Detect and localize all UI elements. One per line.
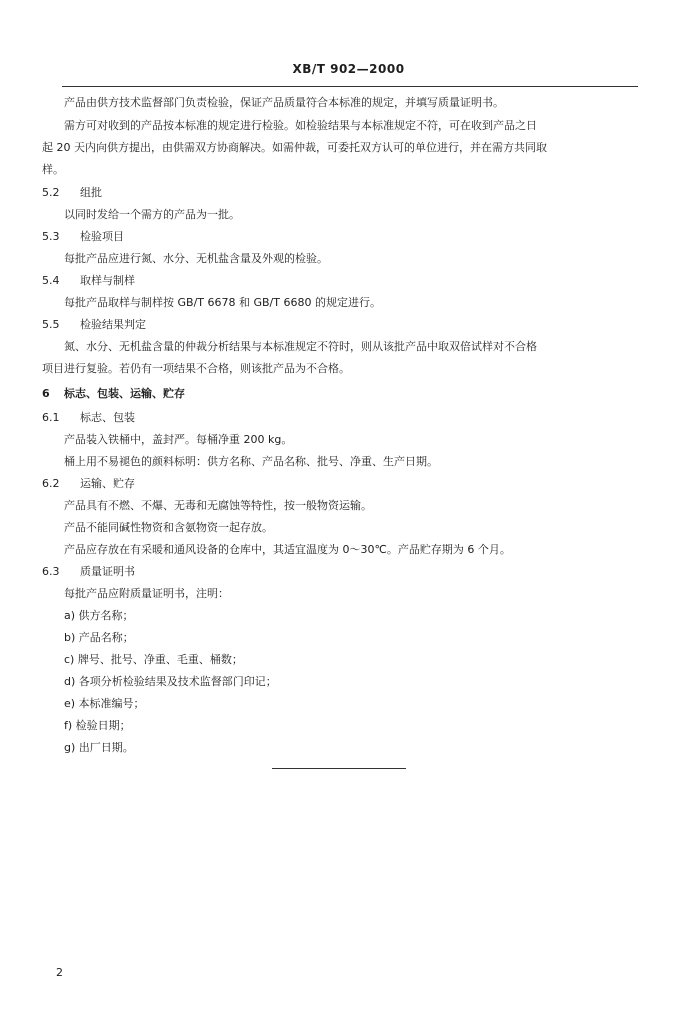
section-number: 5.4 <box>42 274 60 287</box>
section-5-5-body-line-1: 氮、水分、无机盐含量的仲裁分析结果与本标准规定不符时，则从该批产品中取双倍试样对不合格 <box>64 340 537 353</box>
section-5-3-heading <box>42 229 124 245</box>
section-6-2-line-1: 产品具有不燃、不爆、无毒和无腐蚀等特性，按一般物资运输。 <box>64 499 372 512</box>
section-5-2-heading <box>42 185 102 201</box>
section-title: 取样与制样 <box>80 274 135 287</box>
list-item: e) 本标准编号； <box>64 697 145 710</box>
section-title: 质量证明书 <box>80 565 135 578</box>
list-item: g) 出厂日期。 <box>64 741 134 754</box>
section-5-4-body: 每批产品取样与制样按 GB/T 6678 和 GB/T 6680 的规定进行。 <box>64 296 381 309</box>
page-number: 2 <box>56 966 63 979</box>
list-item: a) 供方名称； <box>64 609 134 622</box>
section-title: 标志、包装、运输、贮存 <box>64 387 185 400</box>
section-6-1-line-2: 桶上用不易褪色的颜料标明：供方名称、产品名称、批号、净重、生产日期。 <box>64 455 438 468</box>
section-6-2-line-3: 产品应存放在有采暖和通风设备的仓库中，其适宜温度为 0～30℃。产品贮存期为 6 个月。 <box>64 543 511 556</box>
section-5-4-heading <box>42 273 135 289</box>
section-number: 5.2 <box>42 186 60 199</box>
list-item: d) 各项分析检验结果及技术监督部门印记； <box>64 675 277 688</box>
section-number: 6 <box>42 387 50 400</box>
section-title: 运输、贮存 <box>80 477 135 490</box>
section-6-2-line-2: 产品不能同碱性物资和含氨物资一起存放。 <box>64 521 273 534</box>
section-title: 组批 <box>80 186 102 199</box>
paragraph-2-line-3: 样。 <box>42 163 64 176</box>
section-number: 6.1 <box>42 411 60 424</box>
section-6-heading <box>42 386 185 402</box>
paragraph-1: 产品由供方技术监督部门负责检验，保证产品质量符合本标准的规定，并填写质量证明书。 <box>64 96 504 109</box>
section-5-5-body-line-2: 项目进行复验。若仍有一项结果不合格，则该批产品为不合格。 <box>42 362 350 375</box>
list-item: c) 牌号、批号、净重、毛重、桶数； <box>64 653 243 666</box>
list-item: f) 检验日期； <box>64 719 131 732</box>
section-5-2-body: 以同时发给一个需方的产品为一批。 <box>64 208 240 221</box>
section-title: 检验项目 <box>80 230 124 243</box>
paragraph-2-line-1: 需方可对收到的产品按本标准的规定进行检验。如检验结果与本标准规定不符，可在收到产品之日 <box>64 119 537 132</box>
section-6-3-heading <box>42 564 135 580</box>
section-6-1-heading <box>42 410 135 426</box>
section-5-3-body: 每批产品应进行氮、水分、无机盐含量及外观的检验。 <box>64 252 328 265</box>
section-6-3-intro: 每批产品应附质量证明书，注明： <box>64 587 229 600</box>
standard-code: XB/T 902—2000 <box>292 62 405 76</box>
section-6-2-heading <box>42 476 135 492</box>
section-6-1-line-1: 产品装入铁桶中，盖封严。每桶净重 200 kg。 <box>64 433 293 446</box>
end-rule <box>272 768 406 769</box>
section-5-5-heading <box>42 317 146 333</box>
section-number: 6.2 <box>42 477 60 490</box>
paragraph-2-line-2: 起 20 天内向供方提出，由供需双方协商解决。如需仲裁，可委托双方认可的单位进行，并在需方共同取 <box>42 141 547 154</box>
section-number: 6.3 <box>42 565 60 578</box>
section-number: 5.5 <box>42 318 60 331</box>
section-title: 标志、包装 <box>80 411 135 424</box>
header-rule <box>62 86 638 87</box>
section-title: 检验结果判定 <box>80 318 146 331</box>
section-number: 5.3 <box>42 230 60 243</box>
list-item: b) 产品名称； <box>64 631 134 644</box>
